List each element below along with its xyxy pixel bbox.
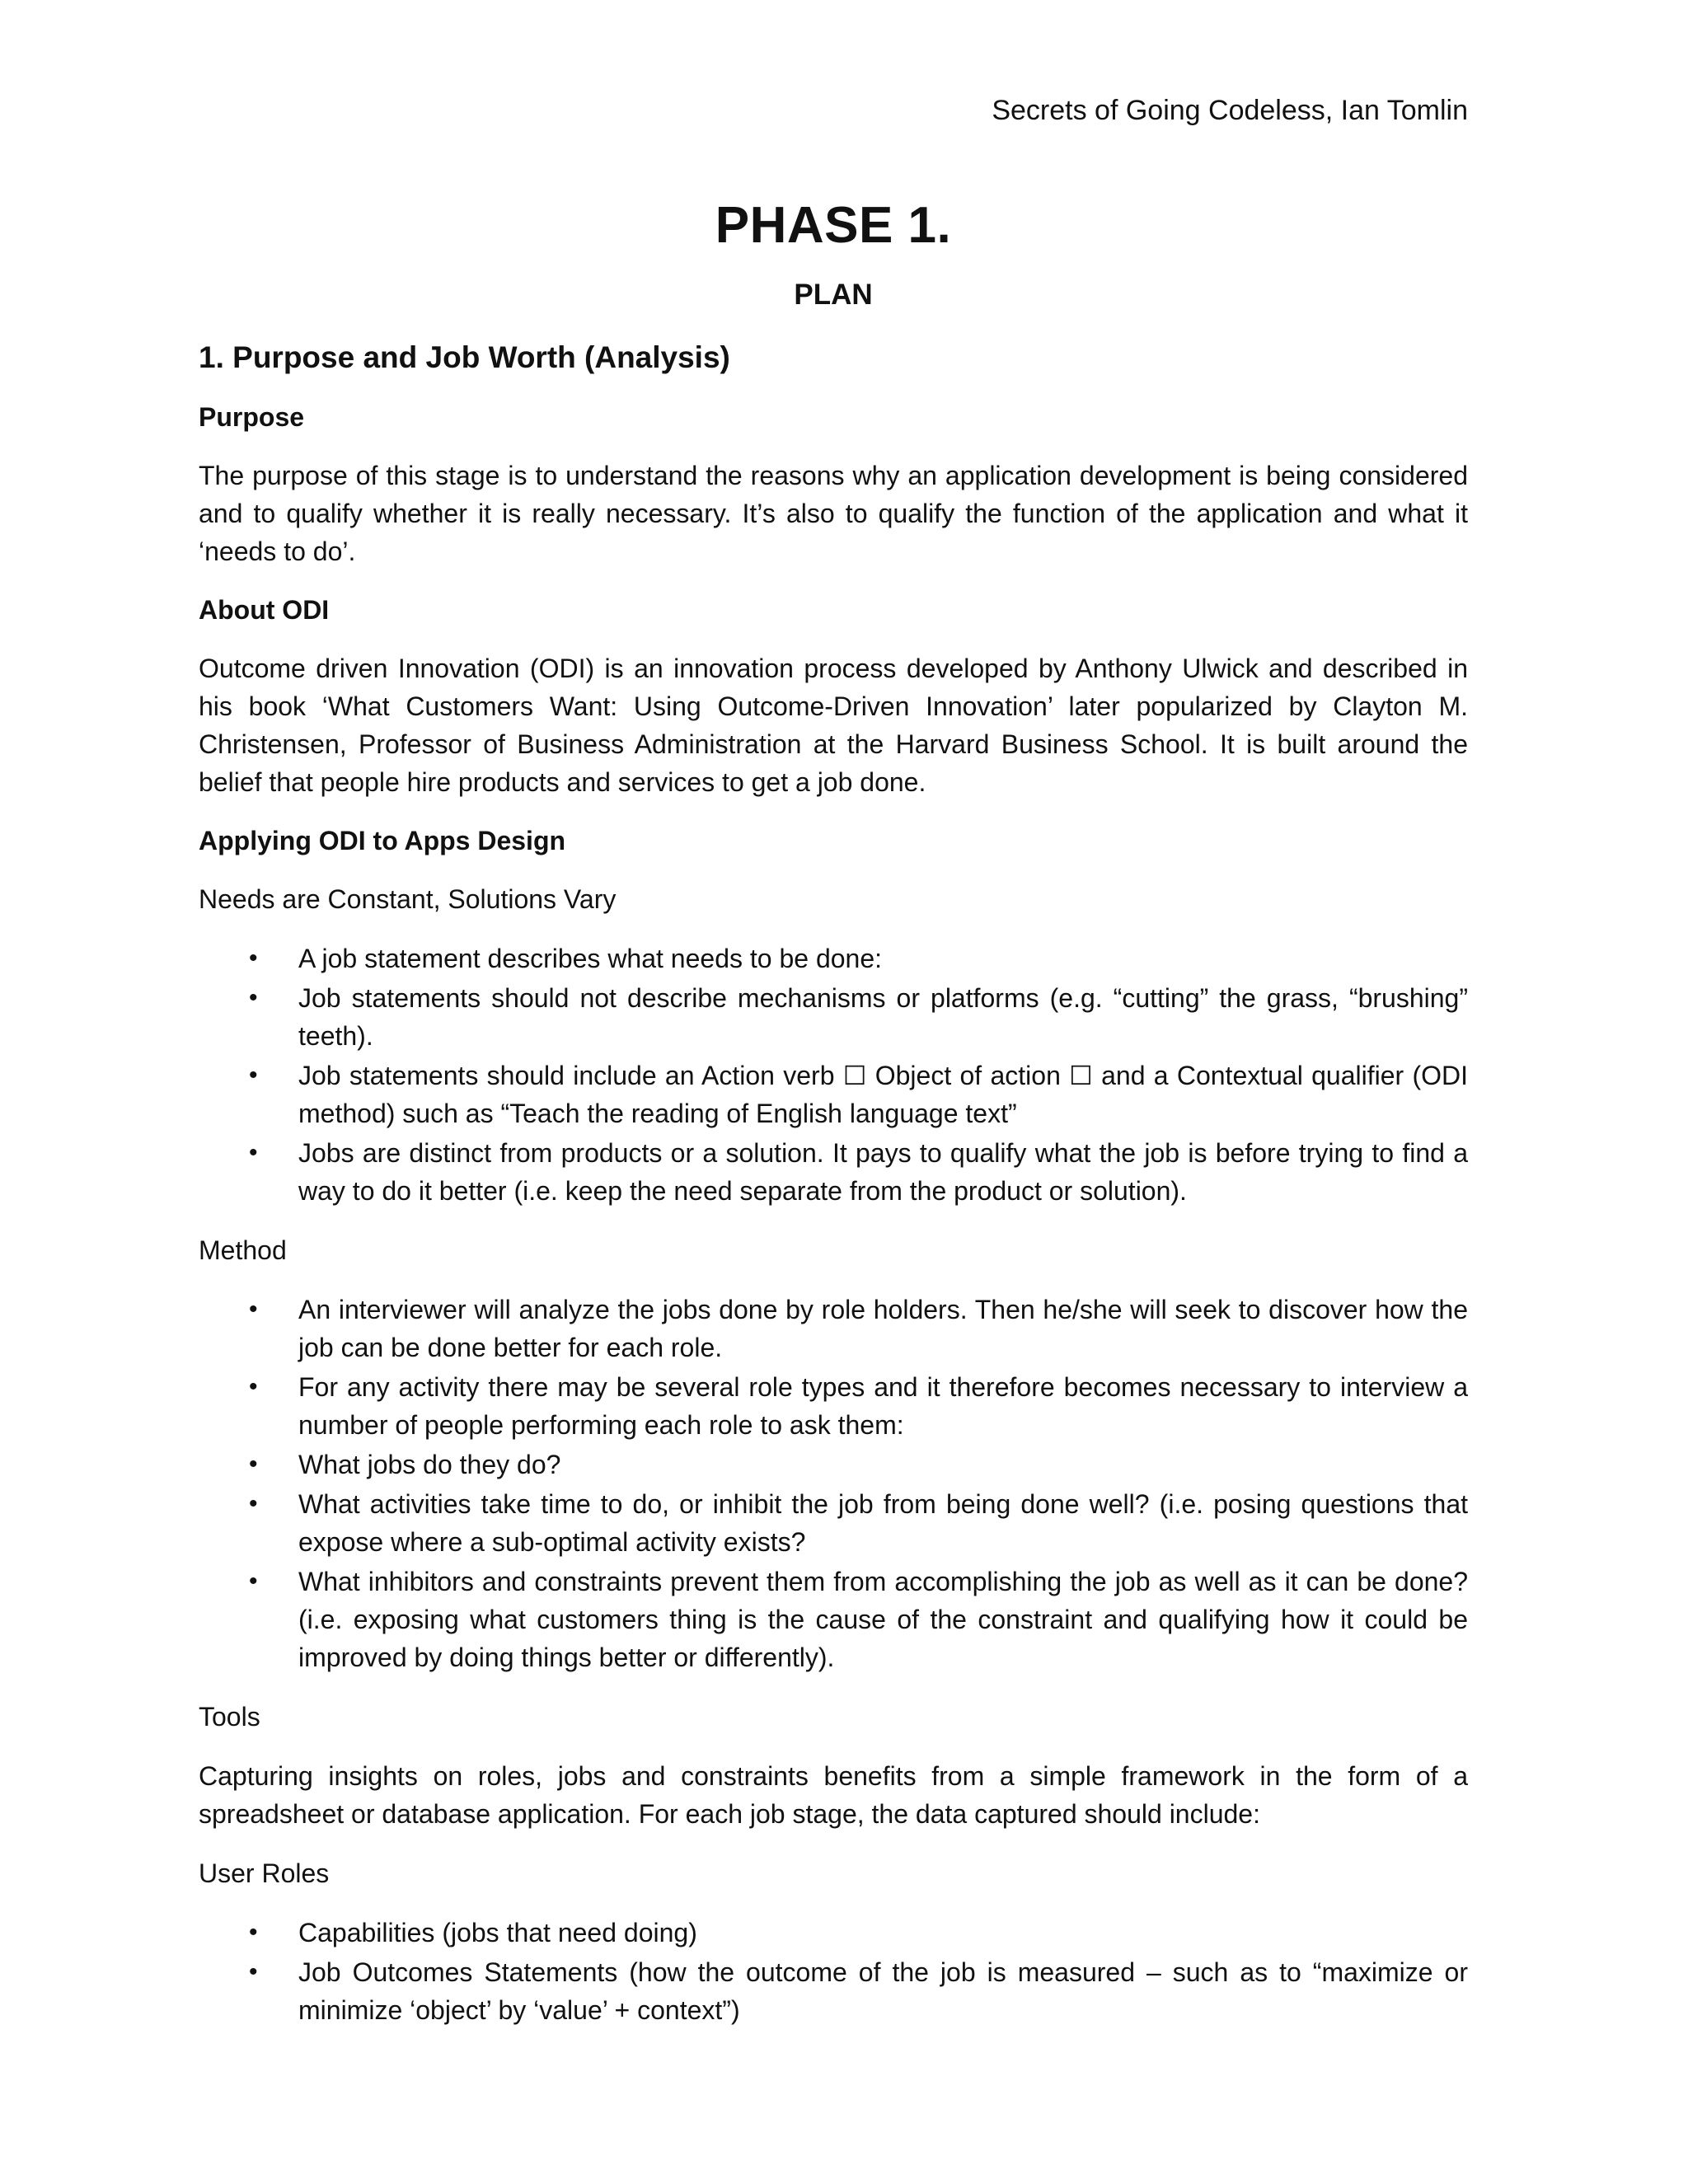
needs-label: Needs are Constant, Solutions Vary bbox=[199, 884, 617, 914]
list-item-text: Job statements should include an Action verb ☐ Object of action ☐ and a Contextual qualifier (ODI method) such as “Teach the reading of English language text” bbox=[298, 1061, 1468, 1128]
purpose-paragraph: The purpose of this stage is to understand the reasons why an application development is being considered and to qualify whether it is really necessary. It’s also to qualify the function of the application and what it ‘needs to do’. bbox=[199, 461, 1468, 566]
list-item-text: A job statement describes what needs to be done: bbox=[298, 944, 883, 973]
bullet-icon: • bbox=[249, 984, 258, 1011]
bullet-icon: • bbox=[249, 1062, 258, 1089]
bullet-icon: • bbox=[249, 944, 258, 972]
list-item bbox=[199, 1368, 1468, 1444]
tools-label: Tools bbox=[199, 1702, 260, 1732]
list-item bbox=[199, 1134, 1468, 1210]
list-item bbox=[199, 1563, 1468, 1676]
list-item bbox=[199, 1057, 1468, 1132]
bullet-icon: • bbox=[249, 1139, 258, 1166]
list-item-text: Job statements should not describe mechanisms or platforms (e.g. “cutting” the grass, “brushing” teeth). bbox=[298, 983, 1468, 1051]
user-roles-label: User Roles bbox=[199, 1858, 330, 1888]
phase-title: PHASE 1. bbox=[715, 197, 952, 254]
applying-odi-heading: Applying ODI to Apps Design bbox=[199, 826, 566, 855]
tools-paragraph: Capturing insights on roles, jobs and constraints benefits from a simple framework in the form of a spreadsheet or database application. For each job stage, the data captured should include: bbox=[199, 1761, 1468, 1829]
section-heading: 1. Purpose and Job Worth (Analysis) bbox=[199, 340, 730, 374]
about-odi-heading: About ODI bbox=[199, 595, 330, 625]
list-item-text: What jobs do they do? bbox=[298, 1450, 561, 1479]
list-item-text: Job Outcomes Statements (how the outcome of the job is measured – such as to “maximize or minimize ‘object’ by ‘value’ + context”) bbox=[298, 1957, 1468, 2025]
bullet-icon: • bbox=[249, 1296, 258, 1323]
list-item bbox=[199, 1485, 1468, 1561]
running-header: Secrets of Going Codeless, Ian Tomlin bbox=[992, 95, 1468, 126]
list-item-text: For any activity there may be several role types and it therefore becomes necessary to interview a number of people performing each role to ask them: bbox=[298, 1372, 1468, 1440]
list-item-text: Capabilities (jobs that need doing) bbox=[298, 1918, 697, 1947]
bullet-icon: • bbox=[249, 1451, 258, 1478]
list-item-text: What inhibitors and constraints prevent them from accomplishing the job as well as it can be done? (i.e. exposing what customers thing is the cause of the constraint and qualifying how it could be improved by doing things better or differently). bbox=[298, 1567, 1468, 1672]
list-item-text: An interviewer will analyze the jobs done by role holders. Then he/she will seek to discover how the job can be done better for each role. bbox=[298, 1295, 1468, 1362]
bullet-icon: • bbox=[249, 1568, 258, 1595]
bullet-icon: • bbox=[249, 1919, 258, 1946]
list-item bbox=[199, 1446, 1468, 1483]
page-content bbox=[199, 92, 1468, 2029]
list-item-text: What activities take time to do, or inhibit the job from being done well? (i.e. posing questions that expose where a sub-optimal activity exists? bbox=[298, 1489, 1468, 1557]
user-roles-bullet-list bbox=[199, 1914, 1468, 2029]
about-odi-paragraph: Outcome driven Innovation (ODI) is an innovation process developed by Anthony Ulwick and described in his book ‘What Customers Want: Using Outcome-Driven Innovation’ later popularized by Clayton M. Christensen, Professor of Business Administration at the Harvard Business School. It is built around the belief that people hire products and services to get a job done. bbox=[199, 654, 1468, 797]
method-label: Method bbox=[199, 1235, 287, 1265]
bullet-icon: • bbox=[249, 1490, 258, 1517]
bullet-icon: • bbox=[249, 1958, 258, 1985]
plan-title: PLAN bbox=[794, 279, 873, 311]
list-item bbox=[199, 1953, 1468, 2029]
needs-bullet-list bbox=[199, 940, 1468, 1210]
list-item bbox=[199, 1914, 1468, 1952]
list-item-text: Jobs are distinct from products or a solution. It pays to qualify what the job is before trying to find a way to do it better (i.e. keep the need separate from the product or solution). bbox=[298, 1138, 1468, 1206]
purpose-heading: Purpose bbox=[199, 402, 305, 432]
list-item bbox=[199, 1291, 1468, 1366]
list-item bbox=[199, 979, 1468, 1055]
method-bullet-list bbox=[199, 1291, 1468, 1676]
list-item bbox=[199, 940, 1468, 977]
bullet-icon: • bbox=[249, 1373, 258, 1400]
